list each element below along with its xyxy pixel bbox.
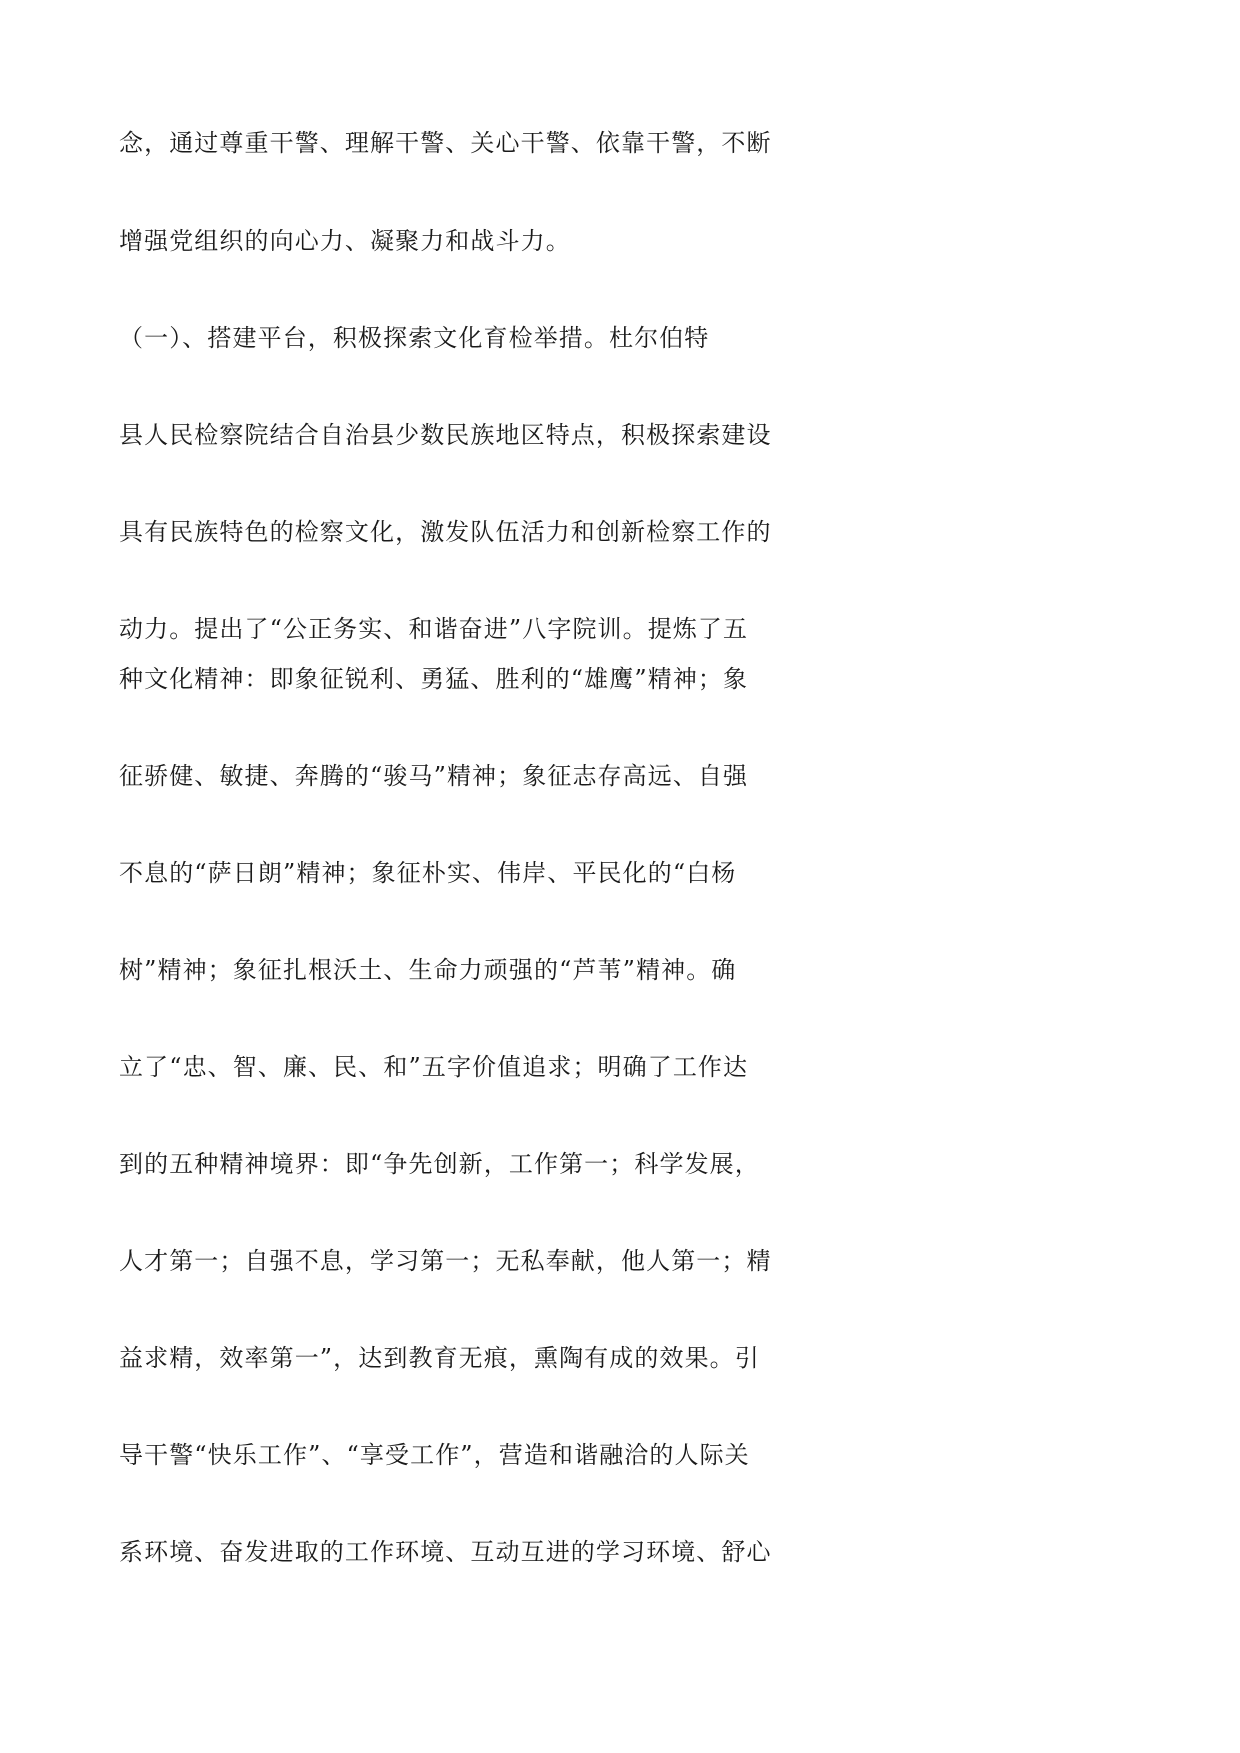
text-line-14: 益求精，效率第一”，达到教育无痕，熏陶有成的效果。引 [119, 1344, 760, 1372]
text-line-12: 到的五种精神境界：即“争先创新，工作第一；科学发展， [119, 1150, 760, 1178]
text-line-1: 念，通过尊重干警、理解干警、关心干警、依靠干警，不断 [119, 129, 772, 157]
text-line-8: 征骄健、敏捷、奔腾的“骏马”精神；象征志存高远、自强 [119, 762, 749, 790]
text-line-9: 不息的“萨日朗”精神；象征朴实、伟岸、平民化的“白杨 [119, 859, 737, 887]
text-line-4: 县人民检察院结合自治县少数民族地区特点，积极探索建设 [119, 421, 772, 449]
text-line-10: 树”精神；象征扎根沃土、生命力顽强的“芦苇”精神。确 [119, 956, 737, 984]
section-heading-line: （一）、搭建平台，积极探索文化育检举措。杜尔伯特 [119, 324, 710, 352]
text-line-11: 立了“忠、智、廉、民、和”五字价值追求；明确了工作达 [119, 1053, 749, 1081]
text-line-13: 人才第一；自强不息，学习第一；无私奉献，他人第一；精 [119, 1247, 772, 1275]
text-line-15: 导干警“快乐工作”、“享受工作”，营造和谐融洽的人际关 [119, 1441, 750, 1469]
text-line-5: 具有民族特色的检察文化，激发队伍活力和创新检察工作的 [119, 518, 772, 546]
text-line-16: 系环境、奋发进取的工作环境、互动互进的学习环境、舒心 [119, 1538, 772, 1566]
text-line-6: 动力。提出了“公正务实、和谐奋进”八字院训。提炼了五 [119, 615, 749, 643]
text-line-7: 种文化精神：即象征锐利、勇猛、胜利的“雄鹰”精神；象 [119, 665, 749, 693]
text-line-2: 增强党组织的向心力、凝聚力和战斗力。 [119, 227, 571, 255]
